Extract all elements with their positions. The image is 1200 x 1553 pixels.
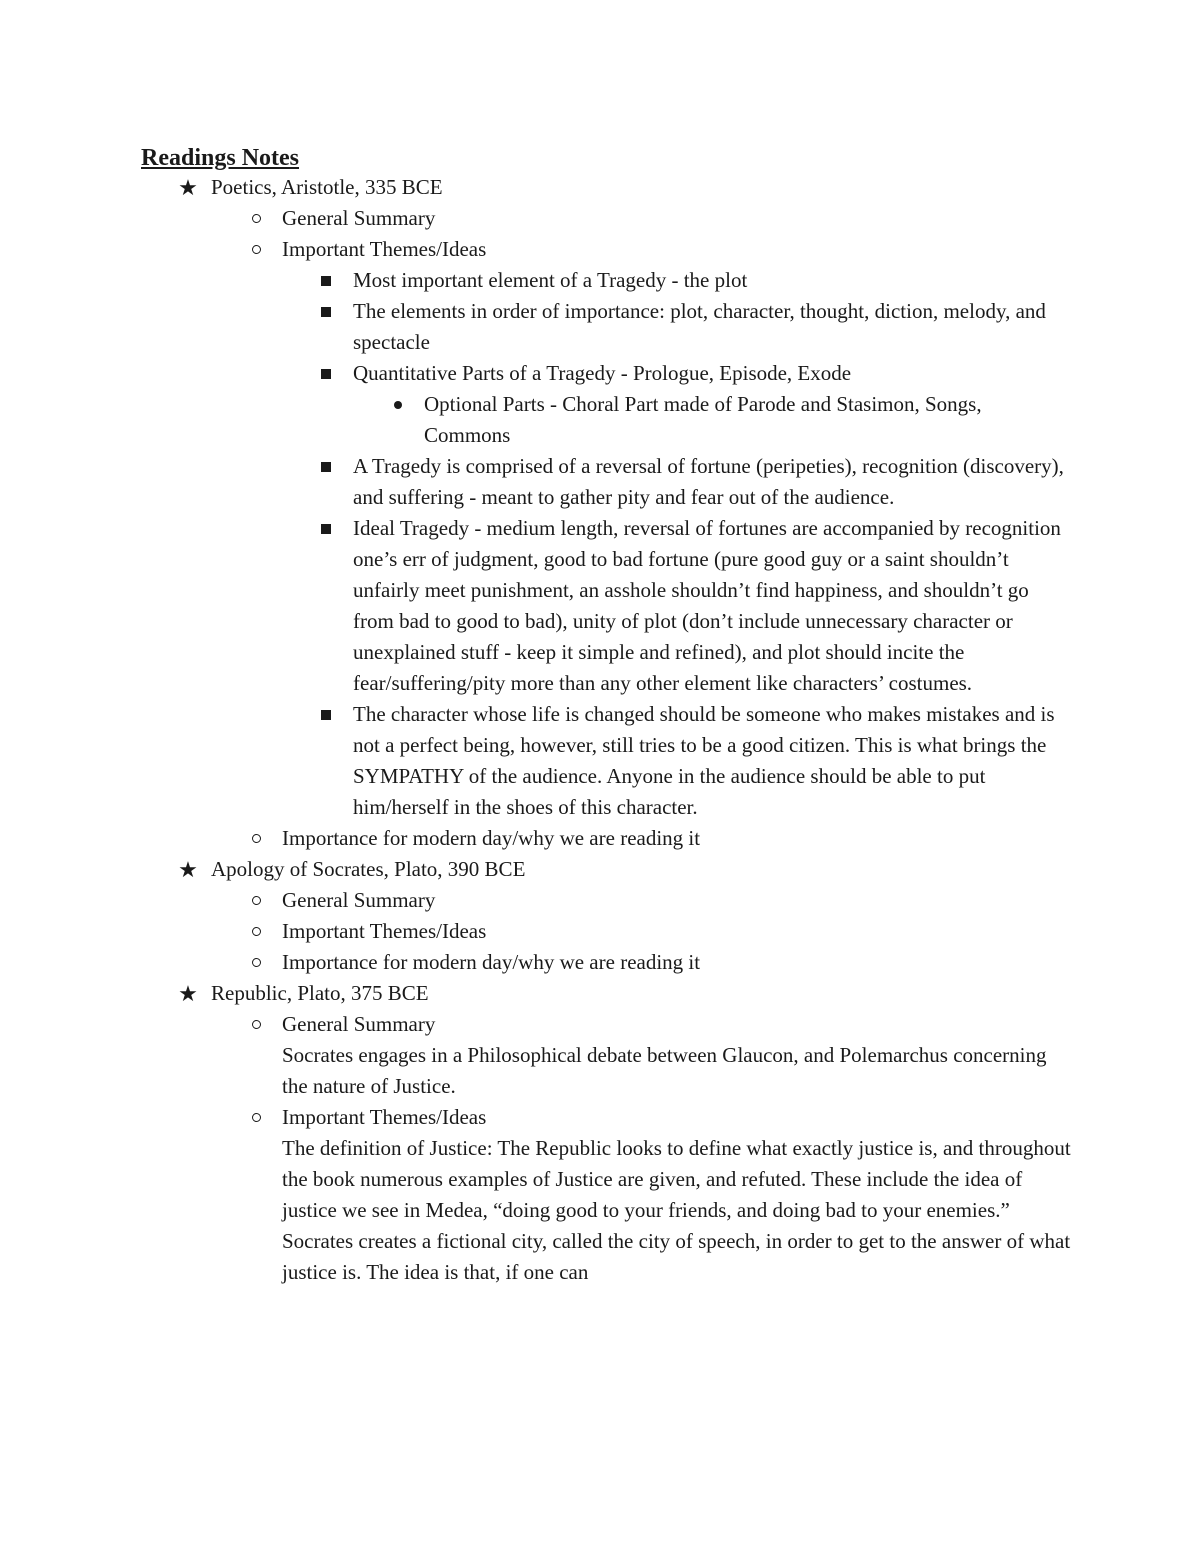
circle-bullet-icon — [244, 1102, 268, 1133]
work-heading: Poetics, Aristotle, 335 BCE — [211, 175, 443, 199]
summary-paragraph: Socrates engages in a Philosophical debate between Glaucon, and Polemarchus concerning the nature of Justice. — [282, 1043, 1047, 1098]
dot-bullet-icon — [386, 389, 410, 420]
star-bullet-icon: ★ — [178, 175, 198, 200]
work-item-apology — [0, 854, 1071, 885]
square-bullet-icon — [314, 699, 338, 730]
notes-outline — [0, 172, 1200, 1288]
square-bullet-icon — [314, 513, 338, 544]
list-item: The elements in order of importance: plot, character, thought, diction, melody, and spectacle — [0, 296, 1068, 358]
work-item-republic — [0, 978, 1071, 1009]
circle-bullet-icon — [244, 916, 268, 947]
list-item: Important Themes/Ideas — [0, 234, 1072, 265]
list-item: Quantitative Parts of a Tragedy - Prologue, Episode, Exode — [0, 358, 1068, 389]
circle-bullet-icon — [244, 234, 268, 265]
list-item: The character whose life is changed should be someone who makes mistakes and is not a perfect being, however, still tries to be a good citizen. This is what brings the SYMPATHY of the audience. Anyone in the audience should be able to put him/herself in the shoes of this character. — [0, 699, 1068, 823]
work-heading: Apology of Socrates, Plato, 390 BCE — [211, 857, 526, 881]
list-item: Ideal Tragedy - medium length, reversal of fortunes are accompanied by recognition one’s err of judgment, good to bad fortune (pure good guy or a saint shouldn’t unfairly meet punishment, an asshole shouldn’t find happiness, and shouldn’t go from bad to good to bad), unity of plot (don’t include unnecessary character or unexplained stuff - keep it simple and refined), and plot should incite the fear/suffering/pity more than any other element like characters’ costumes. — [0, 513, 1068, 699]
square-bullet-icon — [314, 296, 338, 327]
list-item: Importance for modern day/why we are reading it — [0, 947, 1072, 978]
work-heading: Republic, Plato, 375 BCE — [211, 981, 429, 1005]
list-item: Optional Parts - Choral Part made of Parode and Stasimon, Songs, Commons — [0, 389, 1064, 451]
square-bullet-icon — [314, 358, 338, 389]
list-item: General Summary — [0, 1009, 1072, 1040]
list-item: Important Themes/Ideas — [0, 916, 1072, 947]
list-item: General Summary — [0, 203, 1072, 234]
list-item: A Tragedy is comprised of a reversal of fortune (peripeties), recognition (discovery), and suffering - meant to gather pity and fear out of the audience. — [0, 451, 1068, 513]
star-bullet-icon: ★ — [178, 981, 198, 1006]
list-item: Important Themes/Ideas — [0, 1102, 1072, 1133]
circle-bullet-icon — [244, 1009, 268, 1040]
star-bullet-icon: ★ — [178, 857, 198, 882]
square-bullet-icon — [314, 451, 338, 482]
square-bullet-icon — [314, 265, 338, 296]
work-item-poetics — [0, 172, 1071, 203]
list-item: General Summary — [0, 885, 1072, 916]
page-title: Readings Notes — [141, 145, 300, 171]
list-item: Importance for modern day/why we are reading it — [0, 823, 1072, 854]
circle-bullet-icon — [244, 885, 268, 916]
circle-bullet-icon — [244, 203, 268, 234]
themes-paragraph: The definition of Justice: The Republic looks to define what exactly justice is, and throughout the book numerous examples of Justice are given, and refuted. These include the idea of justice we see in Medea, “doing good to your friends, and doing bad to your enemies.” Socrates creates a fictional city, called the city of speech, in order to get to the answer of what justice is. The idea is that, if one can — [282, 1136, 1071, 1284]
list-item: Most important element of a Tragedy - the plot — [0, 265, 1068, 296]
circle-bullet-icon — [244, 823, 268, 854]
circle-bullet-icon — [244, 947, 268, 978]
